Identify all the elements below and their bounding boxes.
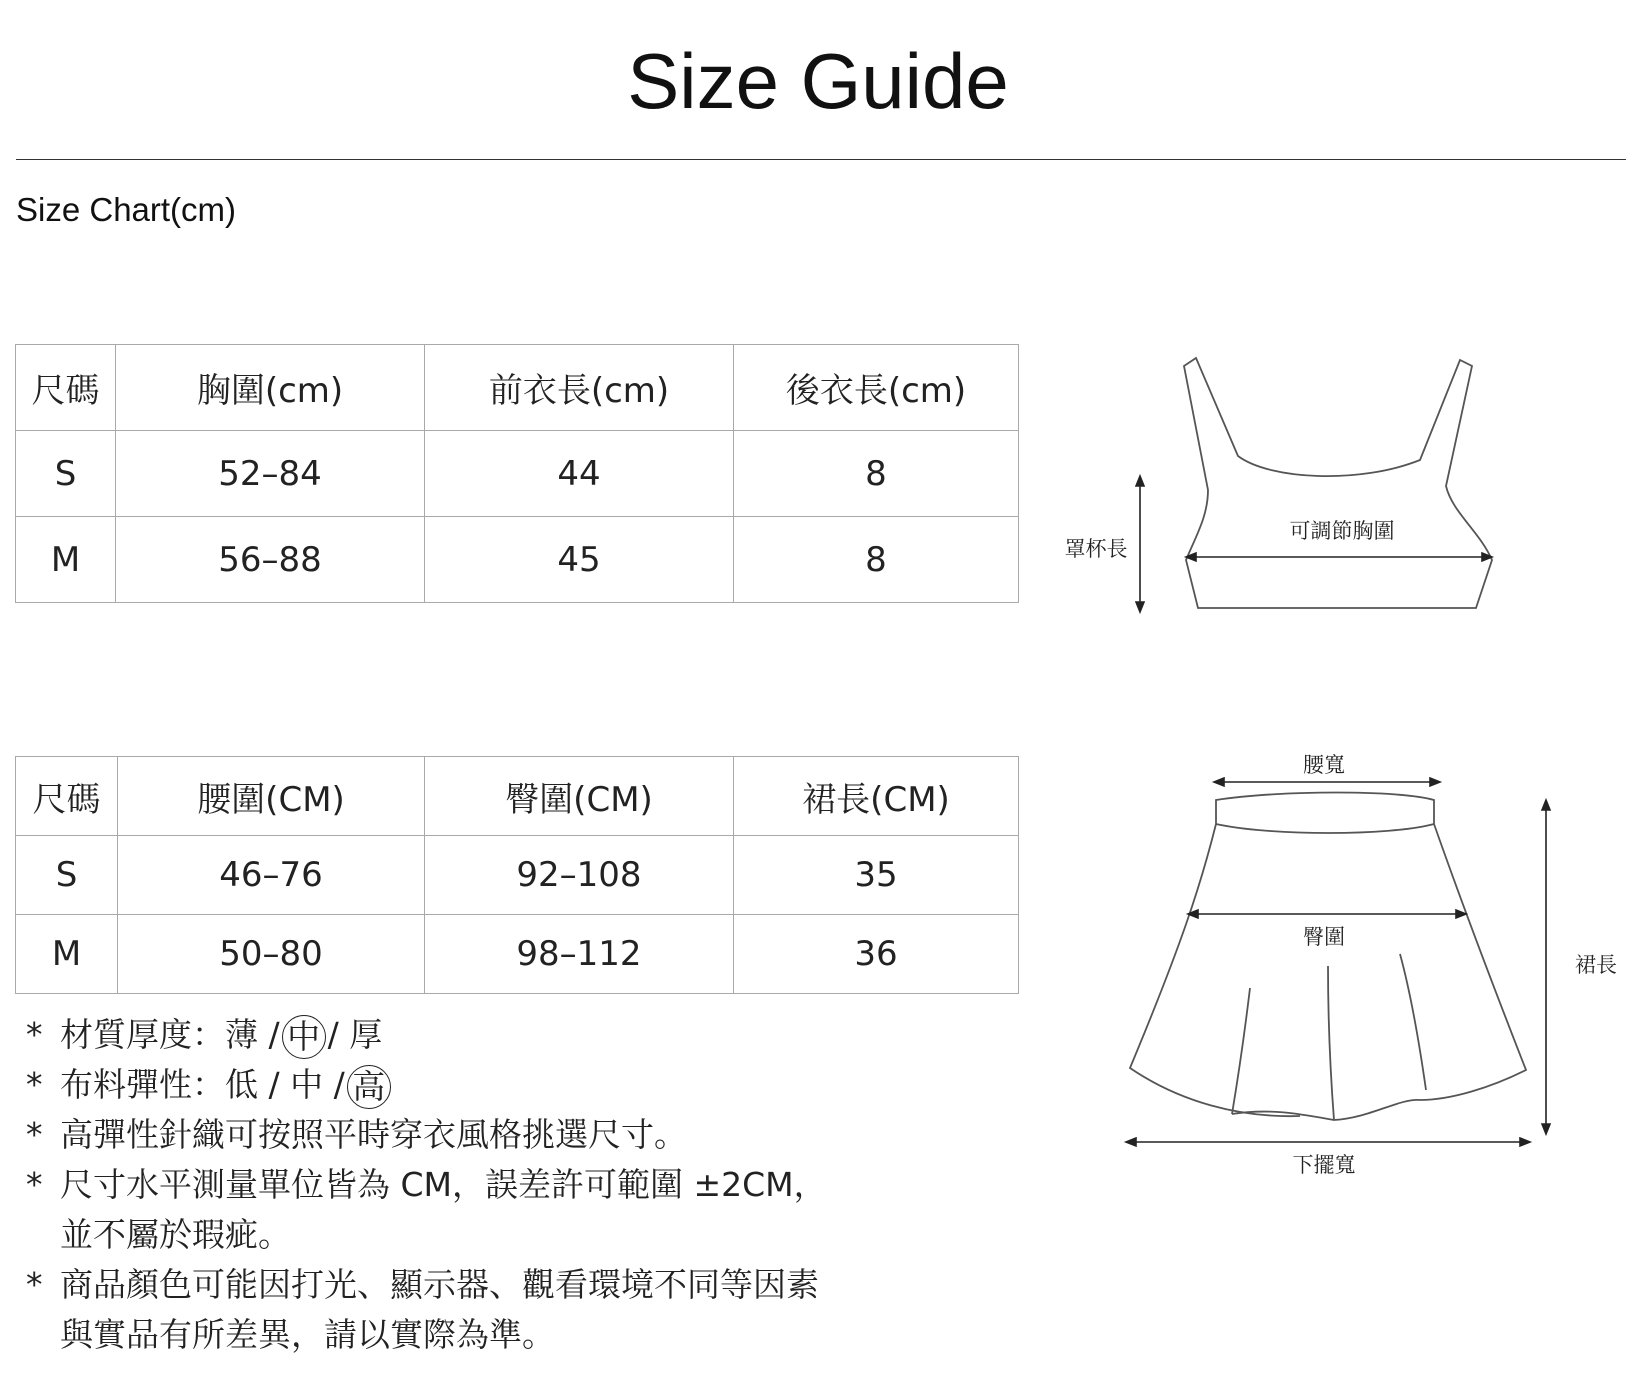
star-bullet: * [26,1265,43,1304]
cell-front-length: 45 [425,517,734,603]
cup-length-arrow [1136,476,1144,612]
table-row [16,836,1019,915]
skirt-length-arrow [1542,800,1550,1134]
elasticity-label: 布料彈性：低 / 中 / [60,1065,345,1104]
hem-width-label: 下擺寬 [1292,1153,1356,1177]
crop-top-diagram [1040,350,1520,630]
cell-waist: 46–76 [118,836,425,915]
cell-chest: 56–88 [116,517,425,603]
adjustable-chest-arrow [1186,553,1492,561]
note-sizing-advice [26,1110,926,1160]
star-bullet: * [26,1065,43,1104]
cell-hip: 92–108 [425,836,734,915]
note-text: 商品顏色可能因打光、顯示器、觀看環境不同等因素 [60,1265,819,1304]
note-color-cont [26,1310,926,1360]
note-elasticity [26,1060,926,1110]
cell-size: S [16,431,116,517]
elasticity-selected: 高 [347,1065,391,1109]
cup-length-label: 罩杯長 [1064,537,1128,561]
cell-back-length: 8 [734,517,1019,603]
title-divider [16,159,1626,160]
cell-hip: 98–112 [425,915,734,994]
cell-front-length: 44 [425,431,734,517]
crop-top-outline [1184,358,1492,608]
table-row [16,431,1019,517]
header-size: 尺碼 [16,345,116,431]
note-color [26,1260,926,1310]
table-header-row [16,757,1019,836]
header-waist: 腰圍(CM) [118,757,425,836]
size-chart-subtitle: Size Chart(cm) [16,191,237,228]
note-text: 並不屬於瑕疵。 [60,1215,291,1254]
hip-arrow [1188,910,1466,918]
cell-skirt-length: 36 [734,915,1019,994]
note-text: 尺寸水平測量單位皆為 CM，誤差許可範圍 ±2CM， [60,1165,827,1204]
header-hip: 臀圍(CM) [425,757,734,836]
skirt-diagram [1120,748,1636,1188]
header-back-length: 後衣長(cm) [734,345,1019,431]
skirt-outline [1130,793,1526,1121]
header-size: 尺碼 [16,757,118,836]
star-bullet: * [26,1165,43,1204]
cell-chest: 52–84 [116,431,425,517]
product-notes [26,1010,926,1360]
skirt-length-label: 裙長 [1575,953,1617,977]
note-text: 高彈性針織可按照平時穿衣風格挑選尺寸。 [60,1115,687,1154]
header-skirt-length: 裙長(CM) [734,757,1019,836]
note-thickness [26,1010,926,1060]
table-row [16,517,1019,603]
cell-waist: 50–80 [118,915,425,994]
waist-width-label: 腰寬 [1303,753,1345,777]
cell-skirt-length: 35 [734,836,1019,915]
note-measurement-cont [26,1210,926,1260]
note-text: 與實品有所差異，請以實際為準。 [60,1315,555,1354]
table-header-row [16,345,1019,431]
thickness-rest: / 厚 [327,1015,383,1054]
waist-width-arrow [1214,778,1440,786]
top-size-table [15,344,1019,603]
thickness-label: 材質厚度：薄 / [60,1015,280,1054]
note-measurement [26,1160,926,1210]
header-chest: 胸圍(cm) [116,345,425,431]
cell-size: S [16,836,118,915]
adjustable-chest-label: 可調節胸圍 [1289,519,1395,543]
star-bullet: * [26,1015,43,1054]
star-bullet: * [26,1115,43,1154]
hip-label: 臀圍 [1303,925,1345,949]
cell-size: M [16,915,118,994]
cell-back-length: 8 [734,431,1019,517]
thickness-selected: 中 [282,1015,326,1059]
header-front-length: 前衣長(cm) [425,345,734,431]
skirt-size-table [15,756,1019,994]
page-title: Size Guide [627,37,1009,125]
table-row [16,915,1019,994]
cell-size: M [16,517,116,603]
hem-width-arrow [1126,1138,1530,1146]
